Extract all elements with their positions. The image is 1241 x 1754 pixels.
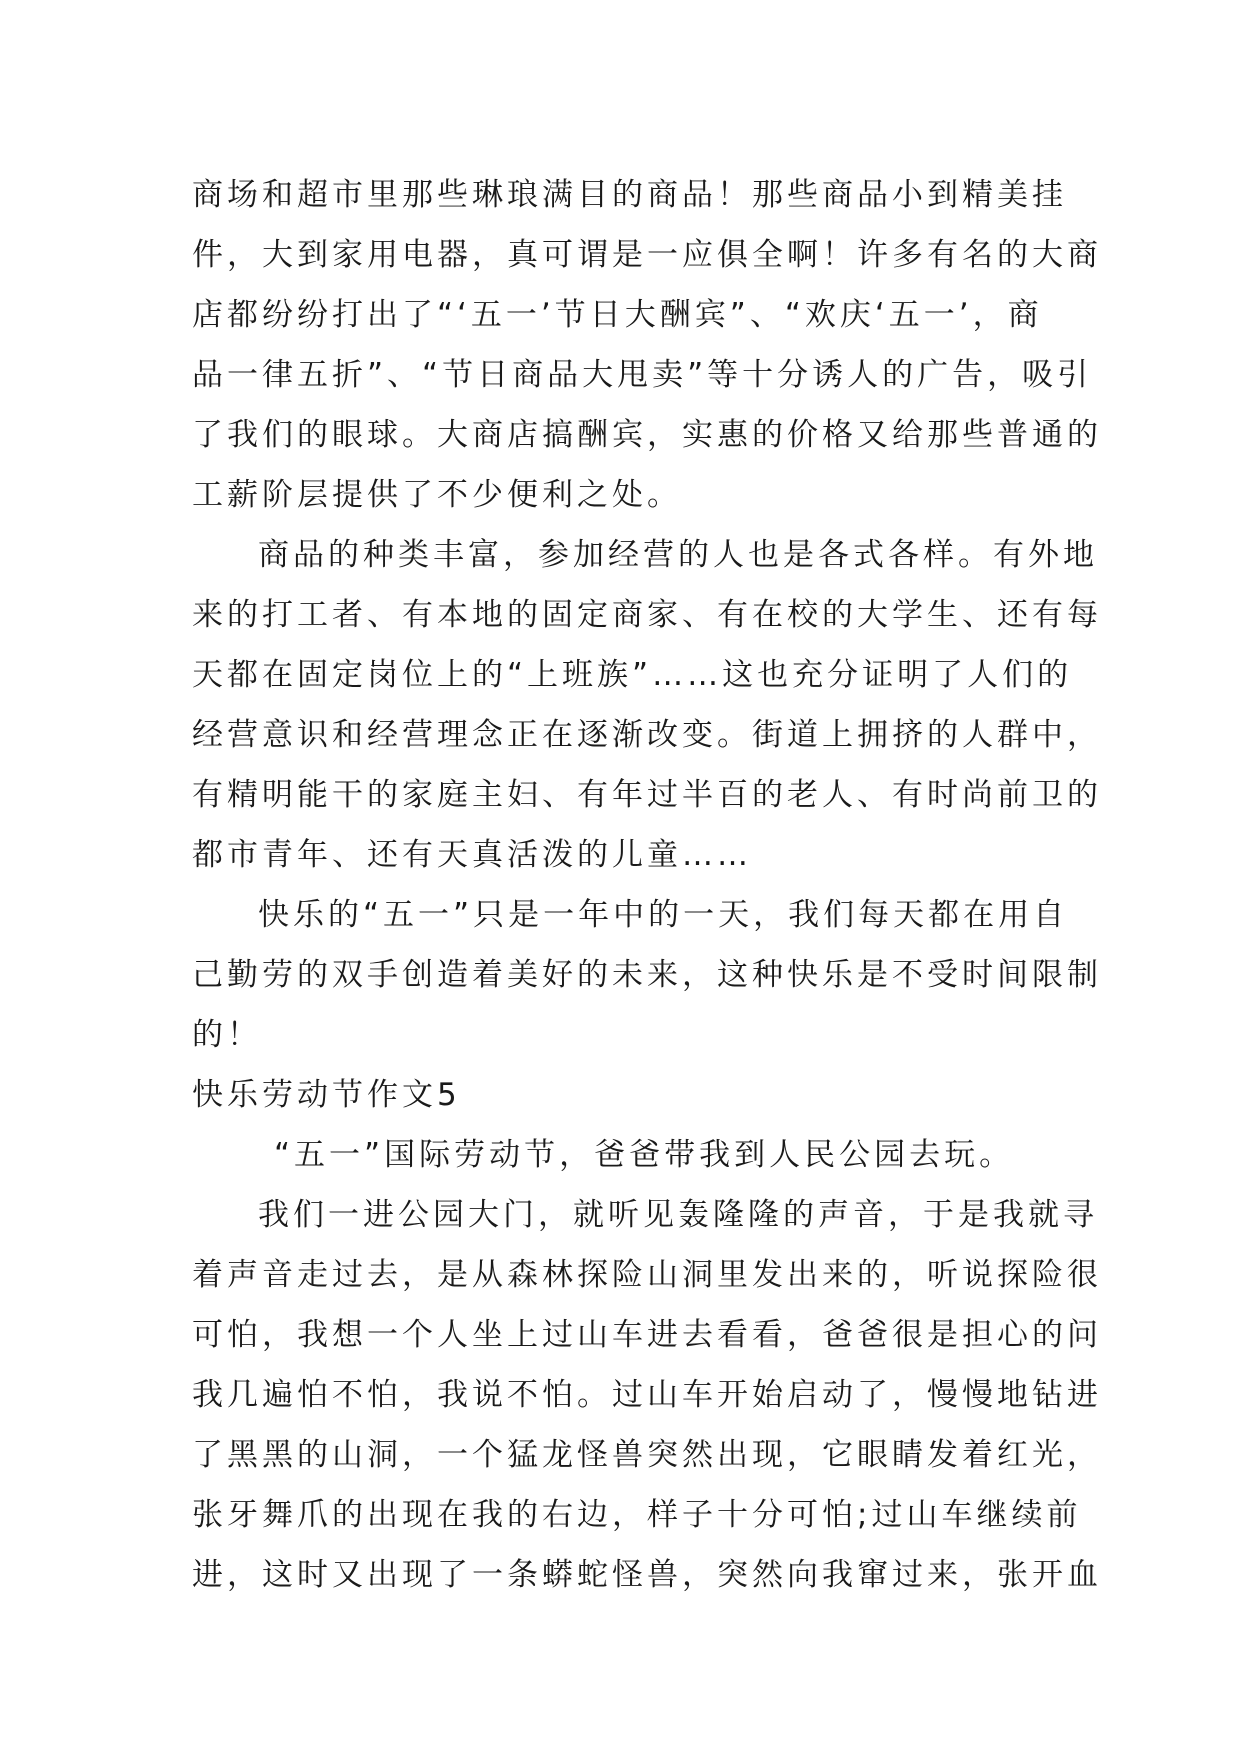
text-line: 件，大到家用电器，真可谓是一应俱全啊！许多有名的大商	[192, 237, 1102, 273]
text-line: 都市青年、还有天真活泼的儿童……	[192, 837, 752, 873]
text-line: 了我们的眼球。大商店搞酬宾，实惠的价格又给那些普通的	[192, 417, 1102, 453]
text-line: 我几遍怕不怕，我说不怕。过山车开始启动了，慢慢地钻进	[192, 1377, 1102, 1413]
text-line: 有精明能干的家庭主妇、有年过半百的老人、有时尚前卫的	[192, 777, 1102, 813]
paragraph	[192, 1125, 1057, 1185]
text-line: 张牙舞爪的出现在我的右边，样子十分可怕;过山车继续前	[192, 1497, 1082, 1533]
text-line: 商场和超市里那些琳琅满目的商品！那些商品小到精美挂	[192, 177, 1067, 213]
paragraph	[192, 525, 1102, 885]
paragraph	[192, 165, 1102, 525]
text-line: 工薪阶层提供了不少便利之处。	[192, 477, 682, 513]
text-line: 进，这时又出现了一条蟒蛇怪兽，突然向我窜过来，张开血	[192, 1557, 1102, 1593]
text-line: 的！	[192, 1017, 262, 1053]
text-line: 着声音走过去，是从森林探险山洞里发出来的，听说探险很	[192, 1257, 1102, 1293]
text-line: 快乐的“五一”只是一年中的一天，我们每天都在用自	[258, 897, 1069, 933]
paragraph	[192, 885, 1102, 1065]
text-line: 品一律五折”、“节日商品大甩卖”等十分诱人的广告，吸引	[192, 357, 1093, 393]
text-line: 己勤劳的双手创造着美好的未来，这种快乐是不受时间限制	[192, 957, 1102, 993]
text-line: “五一”国际劳动节，爸爸带我到人民公园去玩。	[274, 1137, 1015, 1173]
text-line: 店都纷纷打出了“‘五一’节日大酬宾”、“欢庆‘五一’，商	[192, 297, 1043, 333]
text-line: 我们一进公园大门，就听见轰隆隆的声音，于是我就寻	[258, 1197, 1098, 1233]
text-line: 商品的种类丰富，参加经营的人也是各式各样。有外地	[258, 537, 1098, 573]
text-line: 了黑黑的山洞，一个猛龙怪兽突然出现，它眼睛发着红光，	[192, 1437, 1102, 1473]
text-line: 天都在固定岗位上的“上班族”……这也充分证明了人们的	[192, 657, 1073, 693]
text-line: 可怕，我想一个人坐上过山车进去看看，爸爸很是担心的问	[192, 1317, 1102, 1353]
document-body	[192, 165, 1102, 1605]
section-heading	[192, 1065, 1057, 1125]
heading-text: 快乐劳动节作文5	[192, 1077, 461, 1113]
text-line: 来的打工者、有本地的固定商家、有在校的大学生、还有每	[192, 597, 1102, 633]
paragraph	[192, 1185, 1102, 1605]
text-line: 经营意识和经营理念正在逐渐改变。街道上拥挤的人群中，	[192, 717, 1102, 753]
